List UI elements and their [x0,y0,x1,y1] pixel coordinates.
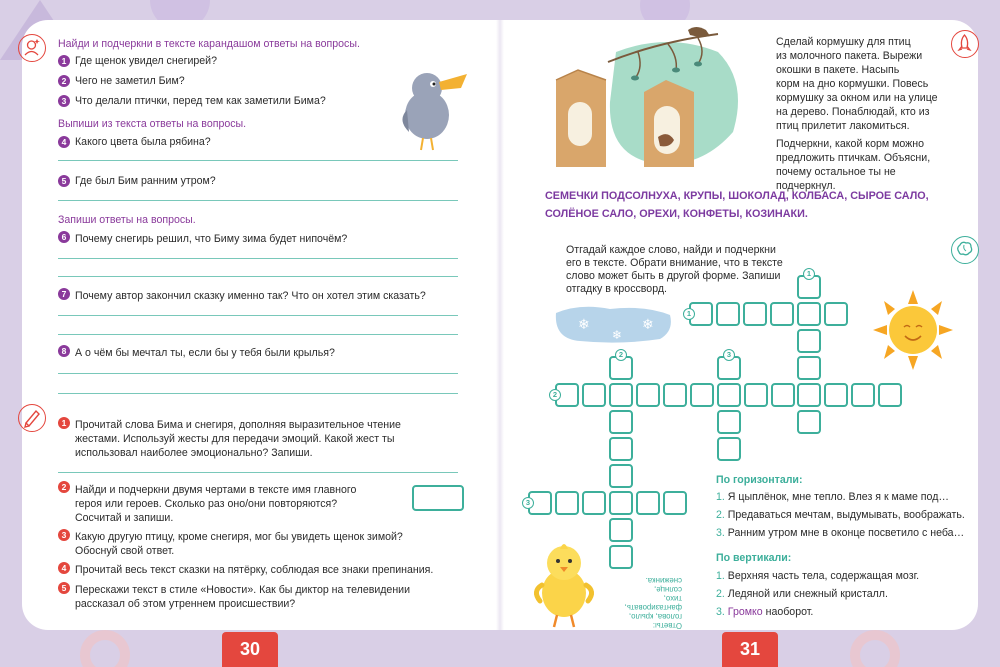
riddle-text-4: отгадку в кроссворд. [566,283,667,295]
question-4: Какого цвета была рябина? [75,136,211,148]
task-1-line1: Прочитай слова Бима и снегиря, дополняя выразительное чтение [75,419,401,431]
crossword-cell[interactable] [717,383,741,407]
riddle-text-2: его в тексте. Обрати внимание, что в тексте [566,257,783,269]
count-answer-box[interactable] [412,485,464,511]
task-number: 5 [58,582,70,594]
bird-illustration [395,60,475,155]
crossword-cell[interactable] [636,383,660,407]
crossword-cell[interactable] [609,545,633,569]
feeder-text-2: из молочного пакета. Вырежи [776,50,923,62]
background-circle [850,630,900,667]
crossword-cell[interactable] [716,302,740,326]
crossword-cell[interactable] [609,410,633,434]
crossword-answers [618,576,682,630]
crossword-cell[interactable] [609,464,633,488]
crossword-cell[interactable] [824,302,848,326]
question-number: 3 [58,95,70,107]
question-number: 2 [58,75,70,87]
task-number: 2 [58,481,70,493]
crossword-cell[interactable] [555,491,579,515]
answer-line[interactable] [58,258,458,259]
reading-icon [18,34,46,62]
answers-line: Ответы: [652,621,682,630]
task-number: 1 [58,417,70,429]
task-4: Прочитай весь текст сказки на пятёрку, соблюдая все знаки препинания. [75,564,434,576]
food-words-line1: СЕМЕЧКИ ПОДСОЛНУХА, КРУПЫ, ШОКОЛАД, КОЛБАСА, СЫРОЕ САЛО, [545,190,929,202]
task-1-line3: использовал наиболее эмоционально? Запиши. [75,447,313,459]
question-5: Где был Бим ранним утром? [75,175,216,187]
page-number-right: 31 [722,632,778,667]
svg-text:❄: ❄ [612,328,623,342]
crossword-cell[interactable] [744,383,768,407]
crossword-cell[interactable] [797,329,821,353]
crossword-cell[interactable] [770,302,794,326]
question-3: Что делали птички, перед тем как заметили Бима? [75,95,326,107]
feeder-text-5: кормушку за окном или на улице [776,92,938,104]
down-heading: По вертикали: [716,552,792,564]
question-2: Чего не заметил Бим? [75,75,185,87]
crossword-cell[interactable] [797,410,821,434]
question-8: А о чём бы мечтал ты, если бы у тебя были крылья? [75,347,335,359]
crossword-cell[interactable] [582,383,606,407]
section3-heading: Запиши ответы на вопросы. [58,214,196,226]
section2-heading: Выпиши из текста ответы на вопросы. [58,118,247,130]
feeder-text-8: Подчеркни, какой корм можно [776,138,924,150]
task-3-line2: Обоснуй свой ответ. [75,545,175,557]
question-7: Почему автор закончил сказку именно так? Что он хотел этим сказать? [75,290,426,302]
task-5-line1: Перескажи текст в стиле «Новости». Как бы диктор на телевидении [75,584,411,596]
answers-line: голова, крыло, [628,612,682,621]
food-words-line2: СОЛЁНОЕ САЛО, ОРЕХИ, КОНФЕТЫ, КОЗИНАКИ. [545,208,808,220]
rocket-icon [951,30,979,58]
crossword-cell[interactable] [717,437,741,461]
question-number: 8 [58,345,70,357]
crossword-cell[interactable] [609,518,633,542]
crossword-label-down-2: 2 [615,349,627,361]
crossword-cell[interactable] [663,491,687,515]
across-clue-1: 1. Я цыплёнок, мне тепло. Влез я к маме под… [716,491,949,503]
crossword-cell[interactable] [771,383,795,407]
crossword-cell[interactable] [878,383,902,407]
down-clue-1: 1. Верхняя часть тела, содержащая мозг. [716,570,920,582]
task-2-line3: Сосчитай и запиши. [75,512,174,524]
answer-line[interactable] [58,472,458,473]
answers-line: фантазировать, тихо, [624,594,682,612]
feeder-text-11: подчеркнул. [776,180,836,192]
answer-line[interactable] [58,393,458,394]
crossword-cell[interactable] [797,383,821,407]
crossword-label-down-3: 3 [723,349,735,361]
question-number: 6 [58,231,70,243]
feeder-text-4: корм на дно кормушки. Повесь [776,78,929,90]
background-circle [80,630,130,667]
feeder-text-3: окошки в пакете. Насыпь [776,64,900,76]
crossword-label-across-2: 2 [549,389,561,401]
crossword-cell[interactable] [824,383,848,407]
across-clue-3: 3. Ранним утром мне в оконце посветило с неба… [716,527,965,539]
crossword-cell[interactable] [851,383,875,407]
down-clue-2: 2. Ледяной или снежный кристалл. [716,588,888,600]
answer-line[interactable] [58,334,458,335]
answer-line[interactable] [58,200,458,201]
task-2-line1: Найди и подчеркни двумя чертами в тексте имя главного [75,484,357,496]
across-clue-2: 2. Предаваться мечтам, выдумывать, воображать. [716,509,965,521]
section1-heading: Найди и подчеркни в тексте карандашом ответы на вопросы. [58,38,360,50]
riddle-text-3: слово может быть в другой форме. Запиши [566,270,781,282]
question-6: Почему снегирь решил, что Биму зима будет нипочём? [75,233,348,245]
svg-text:❄: ❄ [642,317,654,333]
question-number: 4 [58,136,70,148]
crossword-cell[interactable] [663,383,687,407]
question-number: 5 [58,175,70,187]
feeder-text-6: на дерево. Понаблюдай, кто из [776,106,930,118]
down-clue-3: 3. Громко наоборот. [716,606,814,618]
crossword-cell[interactable] [609,437,633,461]
crossword-cell[interactable] [609,383,633,407]
answer-line[interactable] [58,315,458,316]
snow-cloud-illustration [550,303,675,345]
crossword-label-across-1: 1 [683,308,695,320]
feeder-text-1: Сделай кормушку для птиц [776,36,911,48]
riddle-text-1: Отгадай каждое слово, найди и подчеркни [566,244,776,256]
svg-text:❄: ❄ [578,317,590,333]
task-3-line1: Какую другую птицу, кроме снегиря, мог бы увидеть щенок зимой? [75,531,403,543]
answer-line[interactable] [58,160,458,161]
feeder-text-10: почему остальное ты не [776,166,896,178]
crossword-label-down-1: 1 [803,268,815,280]
answer-line[interactable] [58,373,458,374]
feeder-illustration [548,22,768,182]
crossword-label-across-3: 3 [522,497,534,509]
crossword-cell[interactable] [609,491,633,515]
crossword-cell[interactable] [797,302,821,326]
question-1: Где щенок увидел снегирей? [75,55,217,67]
brain-icon [951,236,979,264]
food-words [545,187,965,223]
crossword-cell[interactable] [797,356,821,380]
crossword-cell[interactable] [717,410,741,434]
chick-illustration [524,535,604,630]
book-spine [496,20,504,630]
crossword-cell[interactable] [743,302,767,326]
page-number-left: 30 [222,632,278,667]
task-1-line2: жестами. Используй жесты для передачи эмоций. Какой жест ты [75,433,395,445]
question-number: 1 [58,55,70,67]
question-number: 7 [58,288,70,300]
task-5-line2: рассказал об этом утреннем происшествии? [75,598,296,610]
task-2-line2: героя или героев. Сколько раз оно/они повторяются? [75,498,338,510]
crossword-cell[interactable] [636,491,660,515]
across-heading: По горизонтали: [716,474,803,486]
sun-illustration [868,290,958,370]
pencil-icon [18,404,46,432]
answers-line: солнце, снежинка. [645,576,682,594]
answer-line[interactable] [58,276,458,277]
task-number: 4 [58,562,70,574]
crossword-cell[interactable] [582,491,606,515]
task-number: 3 [58,529,70,541]
crossword-cell[interactable] [690,383,714,407]
feeder-text-9: предложить птичкам. Объясни, [776,152,931,164]
feeder-text-7: птиц прилетит лакомиться. [776,120,910,132]
